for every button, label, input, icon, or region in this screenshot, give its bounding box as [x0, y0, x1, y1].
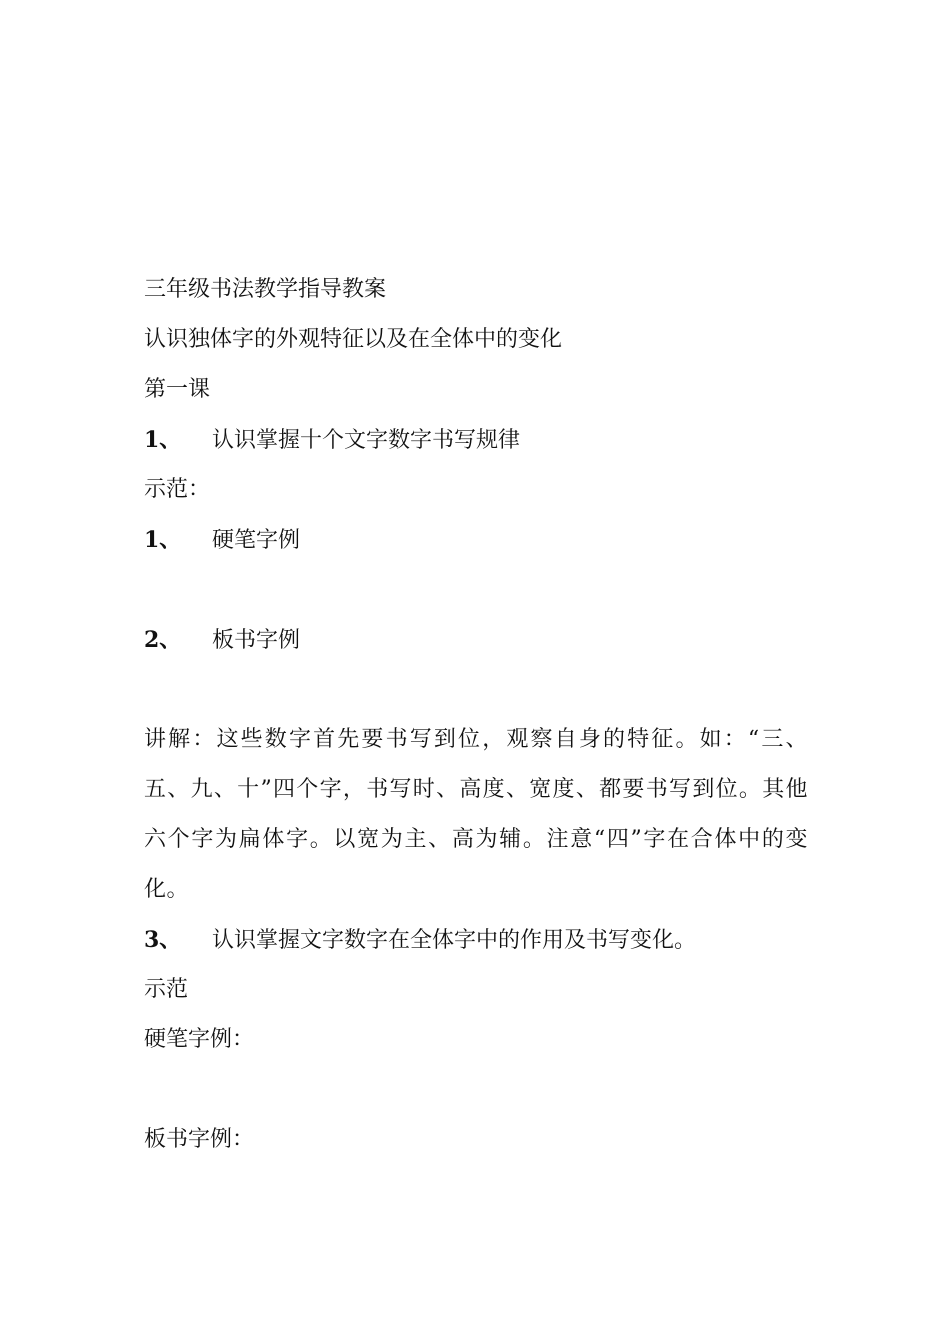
sub-item-1	[144, 515, 814, 565]
document-content	[144, 265, 814, 1165]
demo-label-2: 示范	[144, 977, 189, 1002]
sub-item-2-text: 板书字例	[212, 628, 301, 653]
list-item-3-text: 认识掌握文字数字在全体字中的作用及书写变化。	[212, 928, 697, 953]
document-title: 三年级书法教学指导教案	[144, 277, 387, 302]
list-item-1-number: 1、	[144, 427, 182, 453]
list-item-1	[144, 415, 814, 465]
blank-line	[144, 1065, 814, 1115]
lesson-heading: 第一课	[144, 377, 211, 402]
blank-line	[144, 565, 814, 615]
list-item-3-number: 3、	[144, 927, 182, 953]
demo-label: 示范：	[144, 477, 211, 502]
sub-item-1-text: 硬笔字例	[212, 528, 301, 553]
document-subtitle: 认识独体字的外观特征以及在全体中的变化	[144, 327, 563, 352]
blackboard-examples-label: 板书字例：	[144, 1127, 255, 1152]
list-item-3	[144, 915, 814, 965]
sub-item-1-number: 1、	[144, 527, 182, 553]
blank-line	[144, 665, 814, 715]
explanation-paragraph: 讲解：这些数字首先要书写到位，观察自身的特征。如：“三、五、九、十”四个字，书写时、高度、宽度、都要书写到位。其他六个字为扁体字。以宽为主、高为辅。注意“四”字在合体中的变化。	[144, 727, 808, 902]
sub-item-2	[144, 615, 814, 665]
sub-item-2-number: 2、	[144, 627, 182, 653]
list-item-1-text: 认识掌握十个文字数字书写规律	[212, 428, 521, 453]
hard-pen-examples-label: 硬笔字例：	[144, 1027, 255, 1052]
